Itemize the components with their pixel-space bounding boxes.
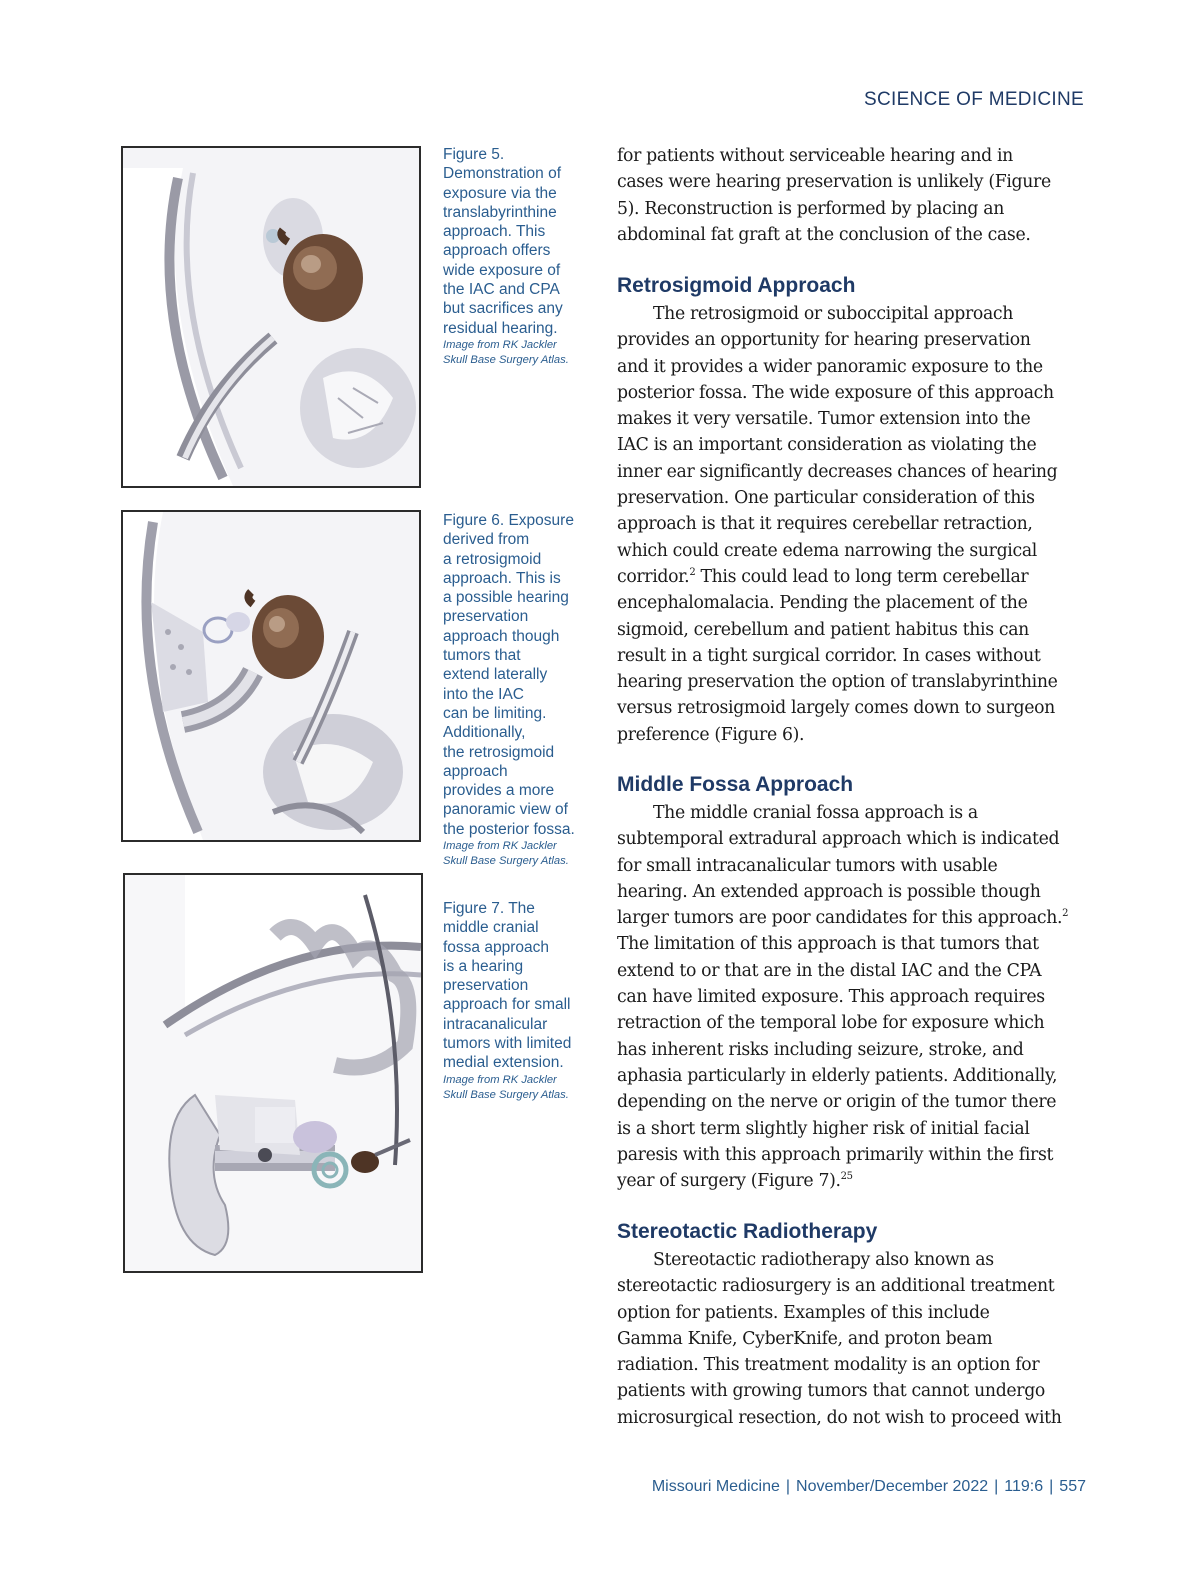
stereotactic-section: [617, 1247, 1087, 1431]
figure-5-illustration: [121, 146, 421, 488]
reference-2: 2: [689, 567, 696, 579]
middle-fossa-heading: Middle Fossa Approach: [617, 773, 854, 796]
reference-25: 25: [840, 1171, 853, 1183]
figure-6-caption: [443, 511, 593, 869]
retrosigmoid-text-b: This could lead to long term cerebellar encephalomalacia. Pending the placement of the sigmoid, cerebellum and patient habitus this can result in a tight surgical corridor. In cases without hearing preservation the option of translabyrinthine versus retrosigmoid largely comes down to surgeon preference (Figure 6).: [617, 566, 1058, 745]
figure-7-illustration: [123, 873, 423, 1273]
journal-name: Missouri Medicine: [651, 1478, 780, 1495]
figure-5-caption-text: Figure 5. Demonstration of exposure via the translabyrinthine approach. This approach offers wide exposure of the IAC and CPA but sacrifices any residual hearing.: [443, 146, 563, 337]
middle-fossa-paragraph: [617, 800, 1087, 1194]
figure-6-illustration: [121, 510, 421, 842]
retrosigmoid-heading: Retrosigmoid Approach: [617, 274, 856, 297]
stereotactic-heading: Stereotactic Radiotherapy: [617, 1220, 878, 1243]
stereotactic-paragraph: Stereotactic radiotherapy also known as stereotactic radiosurgery is an additional treatment option for patients. Examples of this include Gamma Knife, CyberKnife, and proton beam radiation. This treatment modality is an option for patients with growing tumors that cannot undergo microsurgical resection, do not wish to proceed with: [617, 1250, 1062, 1428]
intro-text: for patients without serviceable hearing and in cases were hearing preservation is unlikely (Figure 5). Reconstruction is performed by placing an abdominal fat graft at the conclusion of the case.: [617, 146, 1051, 245]
figure-7-credit: Image from RK Jackler Skull Base Surgery Atlas.: [443, 1073, 569, 1101]
middle-fossa-section: [617, 800, 1087, 1194]
middle-fossa-text-a: The middle cranial fossa approach is a subtemporal extradural approach which is indicated for small intracanalicular tumors with usable hearing. An extended approach is possible though larger tumors are poor candidates for this approach.: [617, 803, 1063, 929]
intro-paragraph: [617, 143, 1087, 248]
retrosigmoid-section: [617, 301, 1087, 748]
retrosigmoid-text-a: The retrosigmoid or suboccipital approach provides an opportunity for hearing preservation and it provides a wider panoramic exposure to the posterior fossa. The wide exposure of this approach makes it very versatile. Tumor extension into the IAC is an important consideration as violating the inner ear significantly decreases chances of hearing preservation. One particular consideration of this approach is that it requires cerebellar retraction, which could create edema narrowing the surgical corridor.: [617, 304, 1058, 587]
middle-fossa-text-b: The limitation of this approach is that tumors that extend to or that are in the distal IAC and the CPA can have limited exposure. This approach requires retraction of the temporal lobe for exposure which has inherent risks including seizure, stroke, and aphasia particularly in elderly patients. Additionally, depending on the nerve or origin of the tumor there is a short term slightly higher risk of initial facial paresis with this approach primarily within the first year of surgery (Figure 7).: [617, 934, 1058, 1192]
figure-5-caption: [443, 145, 593, 368]
figure-7-caption: [443, 899, 598, 1103]
figure-7-caption-text: Figure 7. The middle cranial fossa approach is a hearing preservation approach for small intracanalicular tumors with limited medial extension.: [443, 900, 572, 1072]
middle-fossa-drawing: [125, 875, 421, 1271]
page-number: 557: [1059, 1478, 1086, 1495]
section-header: SCIENCE OF MEDICINE: [864, 89, 1084, 110]
page-footer: Missouri Medicine | November/December 2022 | 119:6 | 557: [651, 1478, 1086, 1495]
reference-2b: 2: [1062, 908, 1069, 920]
retrosigmoid-paragraph: [617, 301, 1087, 748]
volume-number: 119:6: [1004, 1478, 1044, 1495]
issue-date: November/December 2022: [796, 1478, 989, 1495]
figure-5-credit: Image from RK Jackler Skull Base Surgery Atlas.: [443, 338, 569, 366]
retrosigmoid-drawing: [123, 512, 419, 840]
figure-6-credit: Image from RK Jackler Skull Base Surgery Atlas.: [443, 840, 569, 868]
translabyrinthine-drawing: [123, 148, 419, 486]
figure-6-caption-text: Figure 6. Exposure derived from a retrosigmoid approach. This is a possible hearing preservation approach though tumors that extend laterally into the IAC can be limiting. Additionally, the retrosigmoid approach provides a more panoramic view of the posterior fossa.: [443, 512, 575, 838]
